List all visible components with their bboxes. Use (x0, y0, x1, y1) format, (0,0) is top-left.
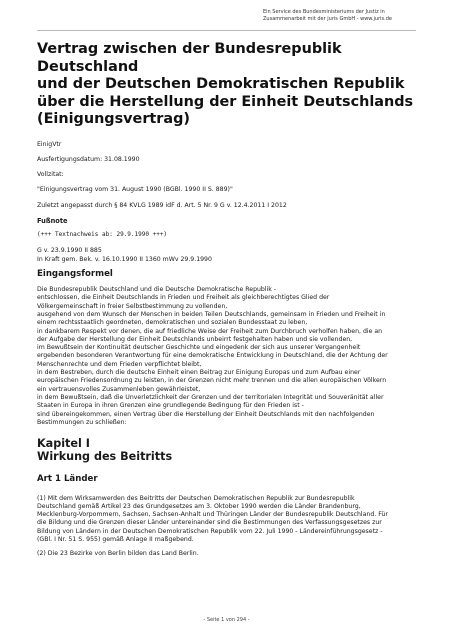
eingangsformel-heading: Eingangsformel (37, 269, 113, 280)
title-line-4: (Einigungsvertrag) (37, 111, 190, 127)
preamble-line: Staaten in Europa in ihren Grenzen eine grundlegende Bedingung für den Frieden ist - (37, 402, 304, 410)
header-rule (37, 30, 416, 31)
article-line: die Bildung und die Grenzen dieser Länder untereinander sind die Bestimmungen des Verfassungsgesetzes zur (37, 519, 382, 527)
preamble-line: ergebenden besonderen Verantwortung für eine demokratische Entwicklung in Deutschland, die der Achtung der (37, 352, 388, 360)
title-line-3: über die Herstellung der Einheit Deutschlands (37, 93, 414, 110)
preamble-line: europäischen Friedensordnung zu leisten, in der Grenzen nicht mehr trennen und die allen europäischen Völkern (37, 377, 387, 385)
preamble-line: im Bewußtsein der Kontinuität deutscher Geschichte und eingedenk der sich aus unserer Vergangenheit (37, 344, 361, 352)
article-line: Bildung von Ländern in der Deutschen Demokratischen Republik vom 22. Juli 1990 - Ländereinführungsgesetz - (37, 527, 383, 535)
footnote-code: (+++ Textnachweis ab: 29.9.1990 +++) (37, 230, 168, 238)
footnote-line-2: In Kraft gem. Bek. v. 16.10.1990 II 1360 mWv 29.9.1990 (37, 255, 212, 263)
chapter-number: Kapitel I (37, 437, 90, 451)
preamble-line: in dem Bewußtsein, daß die Unverletzlichkeit der Grenzen und der territorialen Integrität und Souveränität aller (37, 393, 384, 401)
chapter-title: Wirkung des Beitritts (37, 450, 173, 464)
issue-date: Ausfertigungsdatum: 31.08.1990 (37, 155, 140, 163)
title-line-2: und der Deutschen Demokratischen Republik (37, 76, 405, 92)
document-title (37, 41, 420, 129)
article-1-heading: Art 1 Länder (37, 473, 98, 484)
article-line: Mecklenburg-Vorpommern, Sachsen, Sachsen-Anhalt und Thüringen Länder der Bundesrepublik Deutschland. Für (37, 511, 388, 519)
preamble-line: entschlossen, die Einheit Deutschlands in Frieden und Freiheit als gleichberechtigtes Glied der (37, 294, 330, 302)
preamble-line: ausgehend von dem Wunsch der Menschen in beiden Teilen Deutschlands, gemeinsam in Frieden und Freiheit in (37, 310, 386, 318)
article-line: (1) Mit dem Wirksamwerden des Beitritts der Deutschen Demokratischen Republik zur Bundesrepublik (37, 494, 355, 502)
article-1-paragraph-2: (2) Die 23 Bezirke von Berlin bilden das Land Berlin. (37, 550, 199, 558)
preamble-line: in dem Bestreben, durch die deutsche Einheit einen Beitrag zur Einigung Europas und zum Aufbau einer (37, 369, 361, 377)
preamble-line: in dankbarem Respekt vor denen, die auf friedliche Weise der Freiheit zum Durchbruch verholfen haben, die an (37, 327, 383, 335)
preamble-line: Menschenrechte und dem Frieden verpflichtet bleibt, (37, 360, 202, 368)
footnote-label: Fußnote (37, 216, 68, 225)
preamble-line: Die Bundesrepublik Deutschland und die Deutsche Demokratische Republik - (37, 286, 277, 294)
preamble-text (37, 286, 420, 427)
header-line-1: Ein Service des Bundesministeriums der Justiz in (263, 9, 385, 15)
vollzitat-label: Vollzitat: (37, 171, 64, 179)
header-line-2: Zusammenarbeit mit der juris GmbH - www.juris.de (263, 16, 392, 22)
preamble-line: der Aufgabe der Herstellung der Einheit Deutschlands unbeirrt festgehalten haben und sie vollenden, (37, 335, 353, 343)
article-line: Deutschland gemäß Artikel 23 des Grundgesetzes am 3. Oktober 1990 werden die Länder Brandenburg, (37, 502, 361, 510)
article-line: (GBl. I Nr. 51 S. 955) gemäß Anlage II maßgebend. (37, 536, 194, 544)
chapter-heading (37, 437, 420, 463)
footnote-line-1: G v. 23.9.1990 II 885 (37, 247, 102, 255)
header-note (263, 9, 413, 23)
amendment-note: Zuletzt angepasst durch § 84 KVLG 1989 idF d. Art. 5 Nr. 9 G v. 12.4.2011 I 2012 (37, 201, 287, 209)
preamble-line: einem rechtsstaatlich geordneten, demokratischen und sozialen Bundesstaat zu leben, (37, 319, 308, 327)
preamble-line: sind übereingekommen, einen Vertrag über die Herstellung der Einheit Deutschlands mit den nachfolgenden (37, 410, 375, 418)
page-footer: - Seite 1 von 294 - (203, 617, 250, 623)
article-1-paragraph-1 (37, 495, 420, 545)
title-line-1: Vertrag zwischen der Bundesrepublik Deutschland (37, 41, 342, 75)
vollzitat-text: "Einigungsvertrag vom 31. August 1990 (BGBl. 1990 II S. 889)" (37, 186, 233, 194)
document-content (37, 41, 420, 559)
abbreviation: EinigVtr (37, 140, 62, 148)
preamble-line: Völkergemeinschaft in freier Selbstbestimmung zu vollenden, (37, 302, 228, 310)
preamble-line: ein vertrauensvolles Zusammenleben gewährleistet, (37, 385, 201, 393)
preamble-line: Bestimmungen zu schließen: (37, 418, 127, 426)
